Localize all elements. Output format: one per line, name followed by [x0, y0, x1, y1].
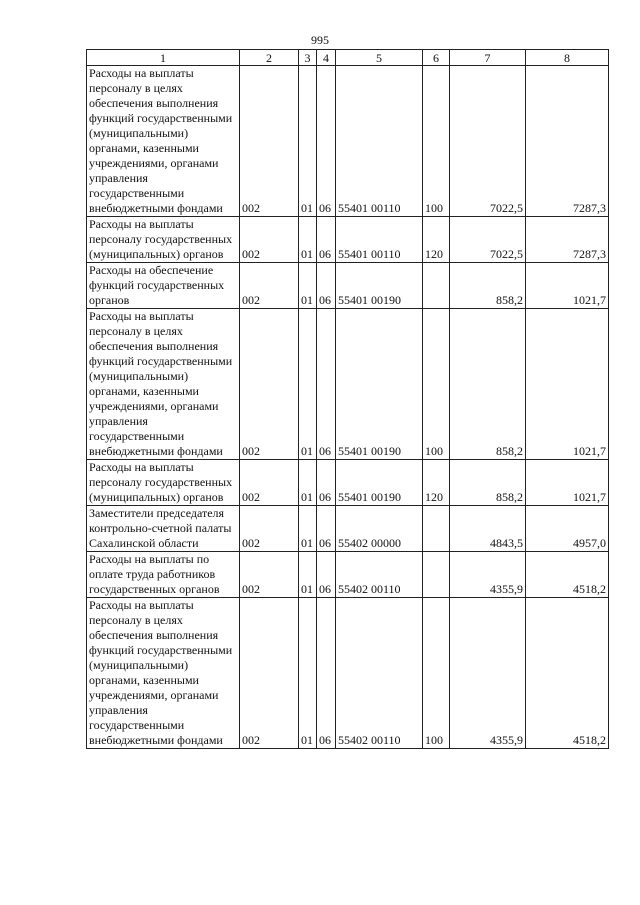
row-section: 01	[299, 217, 317, 263]
row-section: 01	[299, 460, 317, 506]
page-number: 995	[311, 33, 329, 47]
row-ministry: 002	[240, 598, 299, 749]
row-vr: 100	[423, 598, 450, 749]
row-sum1: 7022,5	[450, 66, 526, 217]
row-section: 01	[299, 66, 317, 217]
row-sum1: 4355,9	[450, 552, 526, 598]
budget-table	[86, 49, 609, 749]
row-name: Расходы на выплаты по оплате труда работников государственных органов	[87, 552, 240, 598]
row-ministry: 002	[240, 66, 299, 217]
row-subsection: 06	[317, 506, 336, 552]
row-ministry: 002	[240, 263, 299, 309]
table-row	[87, 460, 609, 506]
row-vr	[423, 506, 450, 552]
row-csr: 55401 00110	[336, 66, 423, 217]
row-sum2: 4957,0	[526, 506, 609, 552]
row-vr: 100	[423, 66, 450, 217]
row-sum1: 4355,9	[450, 598, 526, 749]
row-subsection: 06	[317, 217, 336, 263]
row-ministry: 002	[240, 552, 299, 598]
header-row	[87, 50, 609, 66]
row-name: Расходы на выплаты персоналу в целях обеспечения выполнения функций государственными (муниципальными) органами, казенными учреждениями, органами управления государственными внебюджетными фондами	[87, 309, 240, 460]
row-section: 01	[299, 263, 317, 309]
table-row	[87, 217, 609, 263]
row-name: Расходы на выплаты персоналу в целях обеспечения выполнения функций государственными (муниципальными) органами, казенными учреждениями, органами управления государственными внебюджетными фондами	[87, 598, 240, 749]
header-col-name: 1	[87, 50, 240, 66]
row-csr: 55401 00190	[336, 460, 423, 506]
row-csr: 55401 00190	[336, 263, 423, 309]
row-name: Расходы на выплаты персоналу государственных (муниципальных) органов	[87, 217, 240, 263]
row-ministry: 002	[240, 460, 299, 506]
row-vr	[423, 263, 450, 309]
header-col-section: 3	[299, 50, 317, 66]
row-ministry: 002	[240, 217, 299, 263]
row-sum2: 1021,7	[526, 263, 609, 309]
row-section: 01	[299, 598, 317, 749]
row-subsection: 06	[317, 66, 336, 217]
table-row	[87, 552, 609, 598]
row-sum2: 1021,7	[526, 460, 609, 506]
row-ministry: 002	[240, 309, 299, 460]
row-section: 01	[299, 552, 317, 598]
row-csr: 55402 00110	[336, 552, 423, 598]
header-col-csr: 5	[336, 50, 423, 66]
row-sum1: 858,2	[450, 460, 526, 506]
row-vr: 100	[423, 309, 450, 460]
table-row	[87, 66, 609, 217]
row-section: 01	[299, 309, 317, 460]
table-row	[87, 506, 609, 552]
row-sum2: 4518,2	[526, 552, 609, 598]
row-sum1: 858,2	[450, 263, 526, 309]
table-row	[87, 263, 609, 309]
row-subsection: 06	[317, 460, 336, 506]
row-subsection: 06	[317, 598, 336, 749]
row-subsection: 06	[317, 552, 336, 598]
row-vr: 120	[423, 217, 450, 263]
row-name: Расходы на обеспечение функций государственных органов	[87, 263, 240, 309]
table-row	[87, 309, 609, 460]
row-sum2: 4518,2	[526, 598, 609, 749]
row-name: Заместители председателя контрольно-счетной палаты Сахалинской области	[87, 506, 240, 552]
table-header	[87, 50, 609, 66]
row-sum2: 7287,3	[526, 66, 609, 217]
row-sum1: 7022,5	[450, 217, 526, 263]
row-name: Расходы на выплаты персоналу в целях обеспечения выполнения функций государственными (муниципальными) органами, казенными учреждениями, органами управления государственными внебюджетными фондами	[87, 66, 240, 217]
row-csr: 55402 00000	[336, 506, 423, 552]
row-subsection: 06	[317, 309, 336, 460]
header-col-sum2: 8	[526, 50, 609, 66]
row-sum1: 858,2	[450, 309, 526, 460]
header-col-vr: 6	[423, 50, 450, 66]
row-csr: 55402 00110	[336, 598, 423, 749]
header-col-sum1: 7	[450, 50, 526, 66]
row-sum1: 4843,5	[450, 506, 526, 552]
row-vr	[423, 552, 450, 598]
row-sum2: 1021,7	[526, 309, 609, 460]
header-col-subsection: 4	[317, 50, 336, 66]
row-ministry: 002	[240, 506, 299, 552]
table-body	[87, 66, 609, 749]
row-name: Расходы на выплаты персоналу государственных (муниципальных) органов	[87, 460, 240, 506]
row-section: 01	[299, 506, 317, 552]
row-vr: 120	[423, 460, 450, 506]
row-csr: 55401 00110	[336, 217, 423, 263]
row-subsection: 06	[317, 263, 336, 309]
table-row	[87, 598, 609, 749]
row-sum2: 7287,3	[526, 217, 609, 263]
row-csr: 55401 00190	[336, 309, 423, 460]
header-col-ministry: 2	[240, 50, 299, 66]
